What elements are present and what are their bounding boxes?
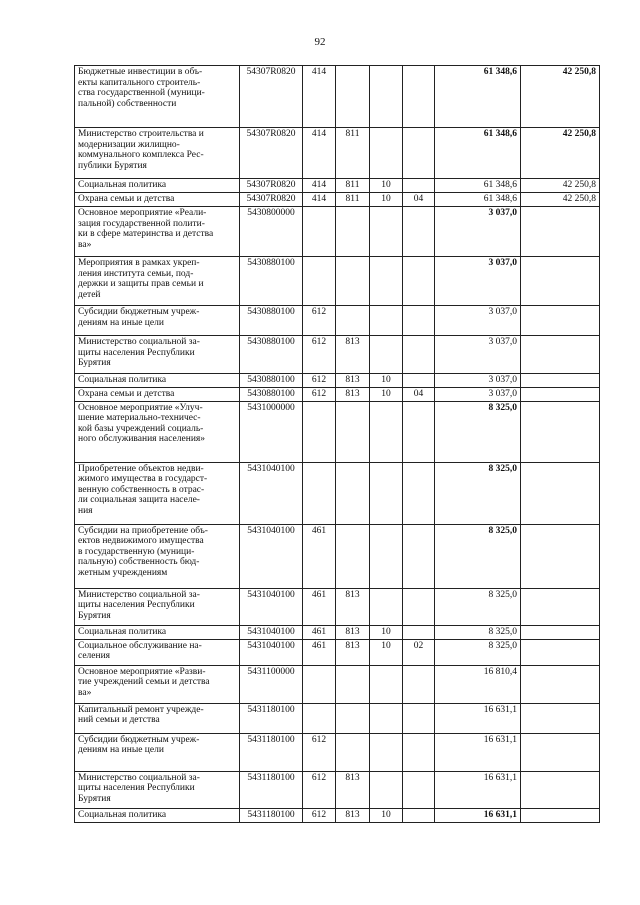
amount-year-1: 3 037,0 — [435, 387, 521, 401]
amount-year-1: 3 037,0 — [435, 306, 521, 336]
amount-year-2 — [521, 336, 600, 374]
section-code: 10 — [370, 374, 403, 388]
row-name: Социальная политика — [75, 179, 240, 193]
row-name: Основное мероприятие «Разви- тие учреждений семьи и детства ва» — [75, 665, 240, 703]
expense-type-code: 612 — [303, 733, 336, 771]
amount-year-1: 3 037,0 — [435, 336, 521, 374]
section-code — [370, 66, 403, 128]
expense-type-code: 414 — [303, 179, 336, 193]
target-article-code: 5431040100 — [240, 588, 303, 625]
target-article-code: 54307R0820 — [240, 66, 303, 128]
section-code — [370, 257, 403, 306]
table-row — [75, 66, 600, 128]
ministry-code: 811 — [336, 179, 370, 193]
expense-type-code — [303, 703, 336, 733]
expense-type-code: 414 — [303, 66, 336, 128]
amount-year-2: 42 250,8 — [521, 66, 600, 128]
table-row — [75, 179, 600, 193]
ministry-code: 813 — [336, 625, 370, 639]
subsection-code — [403, 524, 435, 588]
target-article-code: 5431040100 — [240, 462, 303, 524]
row-name: Субсидии на приобретение объ- ектов недвижимого имущества в государственную (муници- пальную) собственность бюд- жетным учреждениям — [75, 524, 240, 588]
ministry-code: 813 — [336, 387, 370, 401]
table-row — [75, 306, 600, 336]
subsection-code — [403, 257, 435, 306]
table-row — [75, 625, 600, 639]
ministry-code — [336, 66, 370, 128]
subsection-code — [403, 733, 435, 771]
section-code — [370, 401, 403, 462]
section-code: 10 — [370, 179, 403, 193]
expense-type-code: 461 — [303, 625, 336, 639]
amount-year-2 — [521, 625, 600, 639]
table-row — [75, 257, 600, 306]
section-code — [370, 524, 403, 588]
ministry-code — [336, 257, 370, 306]
subsection-code — [403, 625, 435, 639]
target-article-code: 54307R0820 — [240, 193, 303, 207]
table-row — [75, 401, 600, 462]
subsection-code — [403, 588, 435, 625]
target-article-code: 5431180100 — [240, 771, 303, 808]
subsection-code — [403, 374, 435, 388]
table-row — [75, 462, 600, 524]
subsection-code: 04 — [403, 193, 435, 207]
target-article-code: 5430880100 — [240, 257, 303, 306]
expense-type-code: 612 — [303, 306, 336, 336]
amount-year-1: 8 325,0 — [435, 639, 521, 665]
amount-year-1: 61 348,6 — [435, 66, 521, 128]
subsection-code — [403, 336, 435, 374]
amount-year-1: 61 348,6 — [435, 193, 521, 207]
row-name: Приобретение объектов недви- жимого имущества в государст- венную собственность в отрас- ли социальная защита населе- ния — [75, 462, 240, 524]
section-code: 10 — [370, 808, 403, 822]
page-number: 92 — [314, 36, 326, 48]
section-code — [370, 207, 403, 257]
section-code: 10 — [370, 639, 403, 665]
amount-year-1: 3 037,0 — [435, 207, 521, 257]
expense-type-code: 461 — [303, 639, 336, 665]
expense-type-code: 414 — [303, 128, 336, 179]
table-row — [75, 808, 600, 822]
subsection-code — [403, 401, 435, 462]
row-name: Социальное обслуживание на- селения — [75, 639, 240, 665]
row-name: Министерство социальной за- щиты населения Республики Бурятия — [75, 588, 240, 625]
row-name: Охрана семьи и детства — [75, 387, 240, 401]
section-code — [370, 128, 403, 179]
budget-table-body — [75, 66, 600, 823]
subsection-code: 02 — [403, 639, 435, 665]
ministry-code — [336, 401, 370, 462]
ministry-code: 811 — [336, 193, 370, 207]
table-row — [75, 703, 600, 733]
amount-year-1: 8 325,0 — [435, 462, 521, 524]
subsection-code: 04 — [403, 387, 435, 401]
target-article-code: 54307R0820 — [240, 179, 303, 193]
amount-year-2 — [521, 374, 600, 388]
row-name: Министерство социальной за- щиты населения Республики Бурятия — [75, 336, 240, 374]
amount-year-1: 61 348,6 — [435, 179, 521, 193]
target-article-code: 5430880100 — [240, 336, 303, 374]
target-article-code: 5431040100 — [240, 524, 303, 588]
table-row — [75, 207, 600, 257]
table-row — [75, 639, 600, 665]
row-name: Социальная политика — [75, 374, 240, 388]
ministry-code — [336, 462, 370, 524]
row-name: Министерство строительства и модернизации жилищно- коммунального комплекса Рес- публики Бурятия — [75, 128, 240, 179]
section-code — [370, 336, 403, 374]
amount-year-1: 3 037,0 — [435, 374, 521, 388]
section-code — [370, 665, 403, 703]
amount-year-2 — [521, 771, 600, 808]
ministry-code — [336, 665, 370, 703]
expense-type-code: 612 — [303, 771, 336, 808]
amount-year-1: 8 325,0 — [435, 625, 521, 639]
amount-year-2: 42 250,8 — [521, 179, 600, 193]
ministry-code — [336, 207, 370, 257]
subsection-code — [403, 128, 435, 179]
ministry-code: 813 — [336, 771, 370, 808]
table-row — [75, 771, 600, 808]
expense-type-code — [303, 462, 336, 524]
amount-year-1: 16 631,1 — [435, 733, 521, 771]
target-article-code: 5430880100 — [240, 374, 303, 388]
amount-year-2 — [521, 207, 600, 257]
expense-type-code: 612 — [303, 374, 336, 388]
amount-year-2 — [521, 401, 600, 462]
amount-year-2 — [521, 639, 600, 665]
expense-type-code: 612 — [303, 387, 336, 401]
row-name: Основное мероприятие «Улуч- шение материально-техничес- кой базы учреждений социаль- ного обслуживания населения» — [75, 401, 240, 462]
amount-year-2 — [521, 257, 600, 306]
section-code — [370, 771, 403, 808]
target-article-code: 5431000000 — [240, 401, 303, 462]
amount-year-2 — [521, 733, 600, 771]
subsection-code — [403, 306, 435, 336]
row-name: Министерство социальной за- щиты населения Республики Бурятия — [75, 771, 240, 808]
ministry-code: 813 — [336, 374, 370, 388]
amount-year-2: 42 250,8 — [521, 128, 600, 179]
table-row — [75, 665, 600, 703]
amount-year-2 — [521, 387, 600, 401]
subsection-code — [403, 665, 435, 703]
amount-year-1: 3 037,0 — [435, 257, 521, 306]
row-name: Социальная политика — [75, 808, 240, 822]
subsection-code — [403, 179, 435, 193]
section-code: 10 — [370, 387, 403, 401]
amount-year-2 — [521, 808, 600, 822]
amount-year-1: 16 631,1 — [435, 703, 521, 733]
target-article-code: 5431180100 — [240, 703, 303, 733]
row-name: Субсидии бюджетным учреж- дениям на иные цели — [75, 733, 240, 771]
expense-type-code: 461 — [303, 524, 336, 588]
target-article-code: 5431180100 — [240, 733, 303, 771]
table-row — [75, 336, 600, 374]
section-code: 10 — [370, 193, 403, 207]
amount-year-2 — [521, 703, 600, 733]
subsection-code — [403, 207, 435, 257]
expense-type-code: 612 — [303, 336, 336, 374]
target-article-code: 5430880100 — [240, 306, 303, 336]
row-name: Социальная политика — [75, 625, 240, 639]
target-article-code: 54307R0820 — [240, 128, 303, 179]
target-article-code: 5431100000 — [240, 665, 303, 703]
subsection-code — [403, 703, 435, 733]
target-article-code: 5431040100 — [240, 639, 303, 665]
expense-type-code: 461 — [303, 588, 336, 625]
amount-year-2 — [521, 462, 600, 524]
amount-year-2 — [521, 588, 600, 625]
amount-year-2 — [521, 665, 600, 703]
table-row — [75, 733, 600, 771]
ministry-code: 813 — [336, 336, 370, 374]
amount-year-1: 16 631,1 — [435, 808, 521, 822]
expense-type-code: 414 — [303, 193, 336, 207]
expense-type-code — [303, 257, 336, 306]
amount-year-1: 16 810,4 — [435, 665, 521, 703]
ministry-code: 811 — [336, 128, 370, 179]
subsection-code — [403, 66, 435, 128]
ministry-code: 813 — [336, 808, 370, 822]
row-name: Охрана семьи и детства — [75, 193, 240, 207]
section-code — [370, 306, 403, 336]
row-name: Мероприятия в рамках укреп- ления института семьи, под- держки и защиты прав семьи и детей — [75, 257, 240, 306]
subsection-code — [403, 462, 435, 524]
row-name: Субсидии бюджетным учреж- дениям на иные цели — [75, 306, 240, 336]
table-row — [75, 524, 600, 588]
amount-year-2: 42 250,8 — [521, 193, 600, 207]
table-row — [75, 374, 600, 388]
ministry-code: 813 — [336, 639, 370, 665]
amount-year-1: 61 348,6 — [435, 128, 521, 179]
section-code — [370, 588, 403, 625]
row-name: Бюджетные инвестиции в объ- екты капитального строитель- ства государственной (муници- пальной) собственности — [75, 66, 240, 128]
amount-year-2 — [521, 524, 600, 588]
row-name: Капитальный ремонт учрежде- ний семьи и детства — [75, 703, 240, 733]
table-row — [75, 588, 600, 625]
section-code — [370, 733, 403, 771]
section-code — [370, 703, 403, 733]
expense-type-code — [303, 665, 336, 703]
row-name: Основное мероприятие «Реали- зация государственной полити- ки в сфере материнства и детства ва» — [75, 207, 240, 257]
subsection-code — [403, 808, 435, 822]
section-code — [370, 462, 403, 524]
ministry-code: 813 — [336, 588, 370, 625]
expense-type-code — [303, 207, 336, 257]
ministry-code — [336, 703, 370, 733]
amount-year-1: 8 325,0 — [435, 401, 521, 462]
ministry-code — [336, 306, 370, 336]
target-article-code: 5431040100 — [240, 625, 303, 639]
target-article-code: 5430880100 — [240, 387, 303, 401]
ministry-code — [336, 733, 370, 771]
amount-year-2 — [521, 306, 600, 336]
target-article-code: 5431180100 — [240, 808, 303, 822]
table-row — [75, 387, 600, 401]
subsection-code — [403, 771, 435, 808]
table-row — [75, 128, 600, 179]
amount-year-1: 8 325,0 — [435, 524, 521, 588]
amount-year-1: 8 325,0 — [435, 588, 521, 625]
table-row — [75, 193, 600, 207]
target-article-code: 5430800000 — [240, 207, 303, 257]
amount-year-1: 16 631,1 — [435, 771, 521, 808]
budget-table — [74, 65, 600, 823]
ministry-code — [336, 524, 370, 588]
expense-type-code: 612 — [303, 808, 336, 822]
section-code: 10 — [370, 625, 403, 639]
expense-type-code — [303, 401, 336, 462]
